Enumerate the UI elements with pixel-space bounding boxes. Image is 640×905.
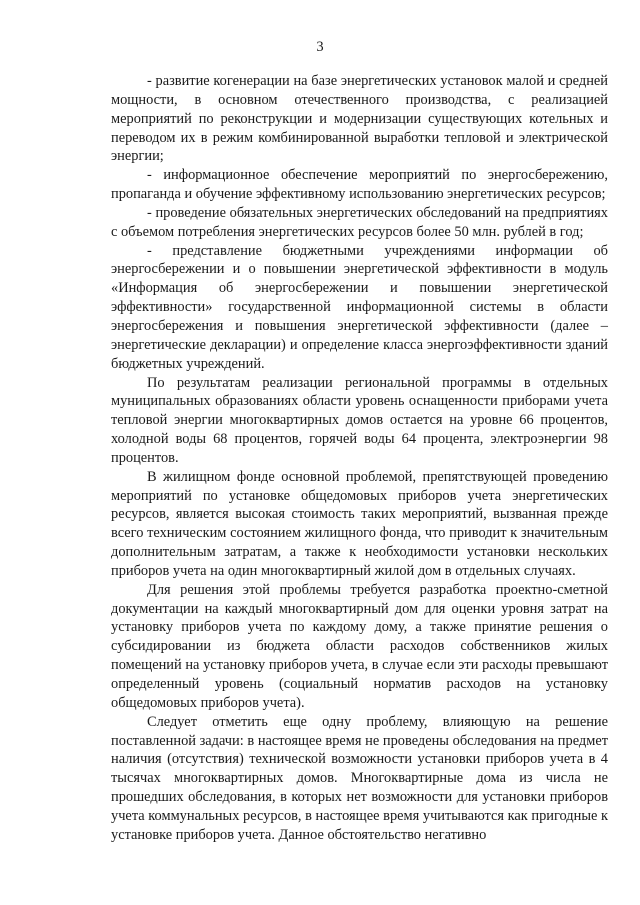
paragraph-cogeneration: - развитие когенерации на базе энергетических установок малой и средней мощности, в основном отечественного производства, с реализацией мероприятий по реконструкции и модернизации существующих котельных и переводом их в режим комбинированной выработки тепловой и электрической энергии; [111,73,608,165]
paragraph-metering-levels: По результатам реализации региональной программы в отдельных муниципальных образованиях области уровень оснащенности приборами учета тепловой энергии многоквартирных домов остается на уровне 66 процентов, холодной воды 68 процентов, горячей воды 64 процента, электроэнергии 98 процентов. [111,374,608,466]
paragraph-information-support: - информационное обеспечение мероприятий по энергосбережению, пропаганда и обучение эффективному использованию энергетических ресурсов; [111,167,608,203]
document-body [111,72,608,845]
paragraph-another-problem: Следует отметить еще одну проблему, влияющую на решение поставленной задачи: в настоящее время не проведены обследования на предмет наличия (отсутствия) технической возможности установки приборов учета в 4 тысячах многоквартирных домов. Многоквартирные дома из числа не прошедших обследования, в которых нет возможности для установки приборов учета коммунальных ресурсов, в настоящее время учитываются как пригодные к установке приборов учета. Данное обстоятельство негативно [111,713,608,843]
page-number: 3 [316,39,324,55]
paragraph-energy-audits: - проведение обязательных энергетических обследований на предприятиях с объемом потребления энергетических ресурсов более 50 млн. рублей в год; [111,204,608,240]
paragraph-budget-institutions: - представление бюджетными учреждениями информации об энергосбережении и о повышении энергетической эффективности в модуль «Информация об энергосбережении и повышении энергетической эффективности» государственной информационной системы в области энергосбережения и повышения энергетической эффективности (далее – энергетические декларации) и определение класса энергоэффективности зданий бюджетных учреждений. [111,242,608,372]
paragraph-housing-problem: В жилищном фонде основной проблемой, препятствующей проведению мероприятий по установке общедомовых приборов учета энергетических ресурсов, является высокая стоимость таких мероприятий, вызванная прежде всего техническим состоянием жилищного фонда, что приводит к значительным дополнительным затратам, а также к необходимости установки нескольких приборов учета на один многоквартирный жилой дом в отдельных случаях. [111,468,608,579]
paragraph-solution: Для решения этой проблемы требуется разработка проектно-сметной документации на каждый многоквартирный дом для оценки уровня затрат на установку приборов учета по каждому дому, а также принятие решения о субсидировании из бюджета области расходов собственников жилых помещений на установку приборов учета, в случае если эти расходы превышают определенный уровень (социальный норматив расходов на установку общедомовых приборов учета). [111,581,608,711]
